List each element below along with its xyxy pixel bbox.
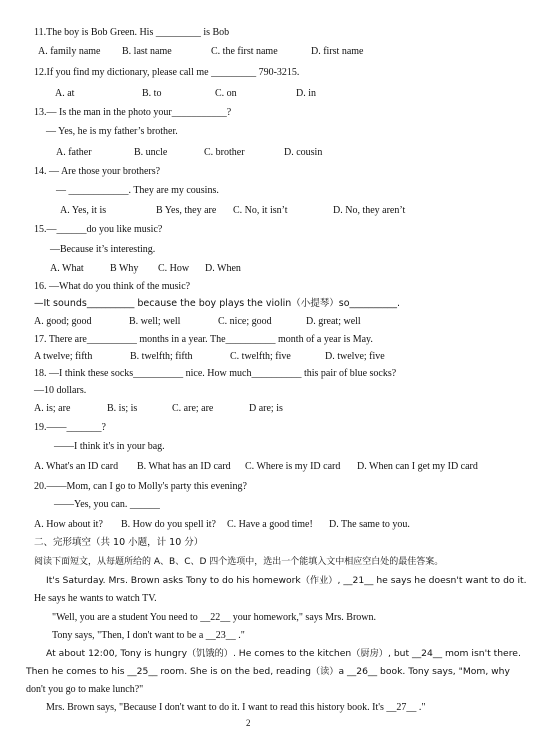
q15-option-c: C. How (158, 263, 190, 274)
q13-option-b: B. uncle (134, 147, 168, 158)
passage-line-4: Tony says, "Then, I don't want to be a __23__ ." (52, 630, 245, 641)
q18-stem: 18. —I think these socks__________ nice. How much__________ this pair of blue socks? (34, 368, 397, 379)
q13-stem: 13.— Is the man in the photo your___________? (34, 107, 232, 118)
q19-option-b: B. What has an ID card (137, 461, 231, 472)
passage-line-6: Then he comes to his __25__ room. She is on the bed, reading（读）a __26__ book. Tony says, "Mom, why (26, 666, 510, 677)
q18-option-a: A. is; are (34, 403, 71, 414)
q14-reply: — ____________. They are my cousins. (56, 185, 219, 196)
q17-option-b: B. twelfth; fifth (130, 351, 193, 362)
q16-option-d: D. great; well (306, 316, 361, 327)
q15-reply: —Because it’s interesting. (50, 244, 156, 255)
q18-option-d: D are; is (249, 403, 283, 414)
q14-stem: 14. — Are those your brothers? (34, 166, 161, 177)
q14-option-d: D. No, they aren’t (333, 205, 406, 216)
q18-option-b: B. is; is (107, 403, 138, 414)
q11-option-d: D. first name (311, 46, 364, 57)
q19-option-a: A. What's an ID card (34, 461, 119, 472)
section2-heading: 二、完形填空（共 10 小题，计 10 分） (34, 537, 204, 548)
q19-stem: 19.——_______? (34, 422, 106, 433)
passage-line-1: It's Saturday. Mrs. Brown asks Tony to do his homework（作业）, __21__ he says he doesn't want to do it. (46, 575, 527, 586)
q13-option-d: D. cousin (284, 147, 323, 158)
q20-option-c: C. Have a good time! (227, 519, 313, 530)
q20-stem: 20.——Mom, can I go to Molly's party this evening? (34, 481, 247, 492)
q14-option-c: C. No, it isn’t (233, 205, 288, 216)
q16-stem: 16. —What do you think of the music? (34, 281, 191, 292)
q19-option-d: D. When can I get my ID card (357, 461, 478, 472)
q20-option-b: B. How do you spell it? (121, 519, 216, 530)
passage-line-2: He says he wants to watch TV. (34, 593, 157, 604)
q11-option-c: C. the first name (211, 46, 278, 57)
q20-reply: ——Yes, you can. ______ (54, 499, 160, 510)
q15-option-a: A. What (50, 263, 84, 274)
q18-option-c: C. are; are (172, 403, 214, 414)
q11-stem: 11.The boy is Bob Green. His _________ is Bob (34, 27, 230, 38)
q13-option-c: C. brother (204, 147, 245, 158)
q20-option-a: A. How about it? (34, 519, 103, 530)
q16-option-a: A. good; good (34, 316, 92, 327)
q19-option-c: C. Where is my ID card (245, 461, 341, 472)
q17-stem: 17. There are__________ months in a year. The__________ month of a year is May. (34, 334, 373, 345)
q17-option-d: D. twelve; five (325, 351, 385, 362)
q11-option-b: B. last name (122, 46, 172, 57)
q12-option-d: D. in (296, 88, 316, 99)
q11-option-a: A. family name (38, 46, 101, 57)
q12-option-b: B. to (142, 88, 162, 99)
q12-option-c: C. on (215, 88, 237, 99)
passage-line-7: don't you go to make lunch?" (26, 684, 144, 695)
section2-instruction: 阅读下面短文，从每题所给的 A、B、C、D 四个选项中，选出一个能填入文中相应空白处的最佳答案。 (34, 557, 444, 567)
passage-line-5: At about 12:00, Tony is hungry（饥饿的）. He comes to the kitchen（厨房）, but __24__ mom isn't there. (46, 648, 521, 659)
page-number: 2 (246, 718, 251, 728)
q16-option-c: C. nice; good (218, 316, 272, 327)
q12-stem: 12.If you find my dictionary, please call me _________ 790-3215. (34, 67, 300, 78)
q15-option-b: B Why (110, 263, 139, 274)
q13-reply: — Yes, he is my father’s brother. (46, 126, 178, 137)
q15-stem: 15.—______do you like music? (34, 224, 163, 235)
q17-option-a: A twelve; fifth (34, 351, 93, 362)
q19-reply: ——I think it's in your bag. (54, 441, 165, 452)
q18-reply: —10 dollars. (34, 385, 87, 396)
q13-option-a: A. father (56, 147, 92, 158)
q16-reply: —It sounds__________ because the boy plays the violin（小提琴）so__________. (34, 298, 401, 309)
q14-option-a: A. Yes, it is (60, 205, 107, 216)
q16-option-b: B. well; well (129, 316, 181, 327)
q14-option-b: B Yes, they are (156, 205, 217, 216)
q17-option-c: C. twelfth; five (230, 351, 291, 362)
q15-option-d: D. When (205, 263, 241, 274)
passage-line-8: Mrs. Brown says, "Because I don't want to do it. I want to read this history book. It's __27__ ." (46, 702, 426, 713)
q12-option-a: A. at (55, 88, 75, 99)
passage-line-3: "Well, you are a student You need to __22__ your homework," says Mrs. Brown. (52, 612, 376, 623)
q20-option-d: D. The same to you. (329, 519, 410, 530)
